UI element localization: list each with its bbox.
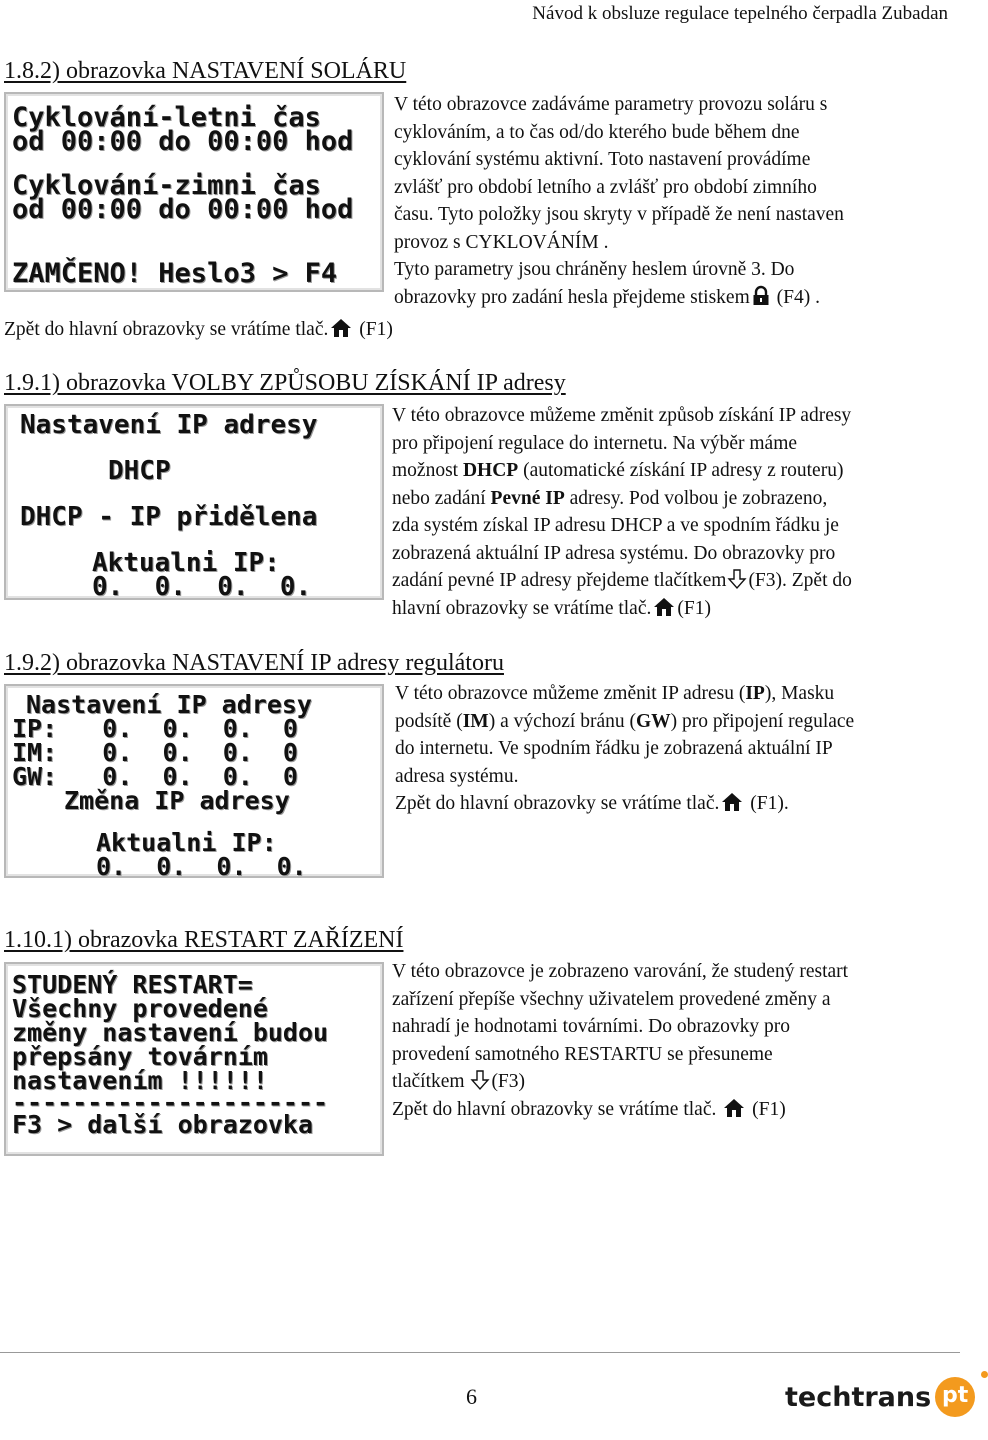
desc-text: Zpět do hlavní obrazovky se vrátíme tlač.	[392, 1098, 722, 1120]
arrow-down-icon	[728, 569, 746, 589]
desc-line: zobrazená aktuální IP adresa systému. Do obrazovky pro	[392, 542, 836, 564]
home-icon	[721, 792, 743, 812]
desc-line: V této obrazovce zadáváme parametry provozu soláru s	[394, 94, 828, 115]
desc-line: do internetu. Ve spodním řádku je zobrazená aktuální IP	[395, 738, 833, 759]
lcd-line: nastavením !!!!!!	[12, 1066, 268, 1095]
lcd-line: Aktualni IP:	[96, 828, 277, 857]
desc-line	[392, 567, 958, 595]
footer-divider	[0, 1352, 960, 1353]
logo-dot	[981, 1371, 988, 1378]
desc-line: provoz s CYKLOVÁNÍM .	[394, 231, 609, 253]
desc-text: (automatické získání IP adresy z routeru)	[518, 460, 844, 481]
lcd-line: 0. 0. 0. 0.	[92, 572, 312, 602]
home-icon	[653, 597, 675, 617]
desc-line	[392, 485, 958, 513]
desc-line: zařízení přepíše všechny uživatelem provedené změny a	[392, 988, 831, 1010]
lcd-line: DHCP	[108, 456, 171, 486]
desc-line: nahradí je hodnotami továrními. Do obrazovky pro	[392, 1016, 791, 1037]
desc-text: zadání pevné IP adresy přejdeme tlačítkem	[392, 570, 727, 591]
home-icon	[723, 1098, 745, 1118]
desc-bold: IP	[745, 683, 765, 704]
lcd-screen-restart	[4, 962, 384, 1156]
section-description-ip-mode	[392, 402, 958, 622]
desc-bold: Pevné IP	[490, 487, 565, 509]
desc-line: Tyto parametry jsou chráněny heslem úrovně 3. Do	[394, 259, 795, 280]
section-heading-solar: 1.8.2) obrazovka NASTAVENÍ SOLÁRU	[4, 58, 407, 84]
lcd-line: od 00:00 do 00:00 hod	[12, 194, 354, 225]
lcd-line: od 00:00 do 00:00 hod	[12, 126, 354, 157]
desc-text: obrazovky pro zadání hesla přejdeme stiskem	[394, 286, 750, 308]
desc-text: (F3)	[491, 1071, 526, 1092]
desc-line	[392, 1096, 958, 1124]
desc-bold: IM	[462, 710, 489, 732]
desc-line: pro připojení regulace do internetu. Na výběr máme	[392, 432, 798, 454]
desc-text: ) a výchozí bránu (	[488, 710, 636, 732]
lcd-line: změny nastavení budou	[12, 1018, 329, 1047]
lcd-line: GW: 0. 0. 0. 0	[12, 762, 298, 791]
desc-text: (F3). Zpět do	[748, 570, 852, 591]
desc-text: hlavní obrazovky se vrátíme tlač.	[392, 597, 652, 619]
logo-text: techtrans	[785, 1381, 932, 1413]
lcd-line: Aktualni IP:	[92, 548, 280, 578]
home-icon	[330, 318, 352, 338]
desc-text: ) pro připojení regulace	[670, 710, 855, 732]
desc-text: tlačítkem	[392, 1071, 470, 1092]
arrow-down-icon	[471, 1070, 489, 1090]
desc-bold: DHCP	[462, 460, 519, 481]
section-heading-restart: 1.10.1) obrazovka RESTART ZAŘÍZENÍ	[4, 927, 404, 953]
desc-text: ), Masku	[764, 683, 835, 704]
desc-text: (F1)	[677, 597, 711, 619]
desc-line: cyklováním, a to čas od/do kterého bude během dne	[394, 121, 800, 143]
logo-badge-text: pt	[942, 1383, 969, 1408]
section-description-ip-settings	[395, 680, 957, 818]
desc-text: V této obrazovce můžeme změnit IP adresu (	[395, 683, 746, 704]
lcd-line: ZAMČENO! Heslo3 > F4	[12, 258, 338, 289]
company-logo	[785, 1372, 975, 1422]
desc-text: (F1).	[745, 793, 789, 814]
document-header	[0, 0, 948, 30]
desc-text: Zpět do hlavní obrazovky se vrátíme tlač.	[395, 793, 720, 814]
desc-line	[395, 680, 957, 708]
desc-bold: GW	[635, 710, 671, 732]
desc-line: V této obrazovce můžeme změnit způsob získání IP adresy	[392, 405, 852, 426]
lcd-line: přepsány továrním	[12, 1042, 268, 1071]
desc-text: (F1)	[747, 1098, 786, 1120]
lcd-line: Cyklování-letni čas	[12, 102, 321, 133]
desc-line	[4, 316, 564, 344]
desc-line: času. Tyto položky jsou skryty v případě že není nastaven	[394, 204, 844, 225]
desc-line	[392, 457, 958, 485]
lcd-screen-ip-settings	[4, 684, 384, 881]
section-description-restart	[392, 958, 958, 1123]
desc-text: (F1)	[354, 319, 393, 340]
lcd-line: IM: 0. 0. 0. 0	[12, 738, 298, 767]
desc-text: (F4) .	[771, 286, 820, 308]
section-heading-ip-settings: 1.9.2) obrazovka NASTAVENÍ IP adresy regulátoru	[4, 650, 504, 676]
desc-line: cyklování systému aktivní. Toto nastavení provádíme	[394, 149, 811, 170]
lcd-line: DHCP - IP přidělena	[20, 502, 318, 532]
desc-line	[395, 708, 957, 736]
section-description-solar	[394, 91, 954, 311]
desc-text: možnost	[392, 460, 463, 481]
lcd-line: IP: 0. 0. 0. 0	[12, 714, 298, 743]
page-number: 6	[466, 1384, 477, 1409]
desc-line: zda systém získal IP adresu DHCP a ve spodním řádku je	[392, 515, 839, 536]
desc-line: V této obrazovce je zobrazeno varování, že studený restart	[392, 961, 849, 982]
lcd-line: 0. 0. 0. 0.	[96, 852, 307, 881]
lcd-screen-ip-mode	[4, 404, 384, 600]
desc-text: podsítě (	[395, 710, 463, 732]
desc-text: nebo zadání	[392, 487, 491, 509]
desc-line	[394, 284, 954, 312]
lcd-line: Nastavení IP adresy	[20, 410, 318, 440]
desc-text: adresy. Pod volbou je zobrazeno,	[564, 487, 828, 509]
desc-line: adresa systému.	[395, 765, 519, 787]
desc-line: zvlášť pro období letního a zvlášť pro období zimního	[394, 176, 817, 198]
section-return-solar	[4, 316, 564, 344]
desc-text: Zpět do hlavní obrazovky se vrátíme tlač.	[4, 319, 329, 340]
lcd-line: ---------------------	[12, 1088, 329, 1117]
desc-line	[392, 1068, 958, 1096]
lcd-line: Nastavení IP adresy	[26, 690, 312, 719]
desc-line	[395, 790, 957, 818]
logo-badge	[935, 1377, 975, 1417]
lcd-line: STUDENÝ RESTART=	[12, 970, 253, 999]
lcd-line: Změna IP adresy	[64, 786, 290, 815]
lcd-screen-solar	[4, 92, 384, 292]
section-heading-ip-mode: 1.9.1) obrazovka VOLBY ZPŮSOBU ZÍSKÁNÍ IP adresy	[4, 370, 566, 396]
lock-icon	[752, 286, 770, 306]
header-title: Návod k obsluze regulace tepelného čerpadla Zubadan	[532, 3, 948, 24]
lcd-line: F3 > další obrazovka	[12, 1110, 314, 1139]
desc-line	[392, 595, 958, 623]
desc-line: provedení samotného RESTARTU se přesuneme	[392, 1043, 773, 1065]
lcd-line: Cyklování-zimni čas	[12, 170, 321, 201]
lcd-line: Všechny provedené	[12, 994, 268, 1023]
